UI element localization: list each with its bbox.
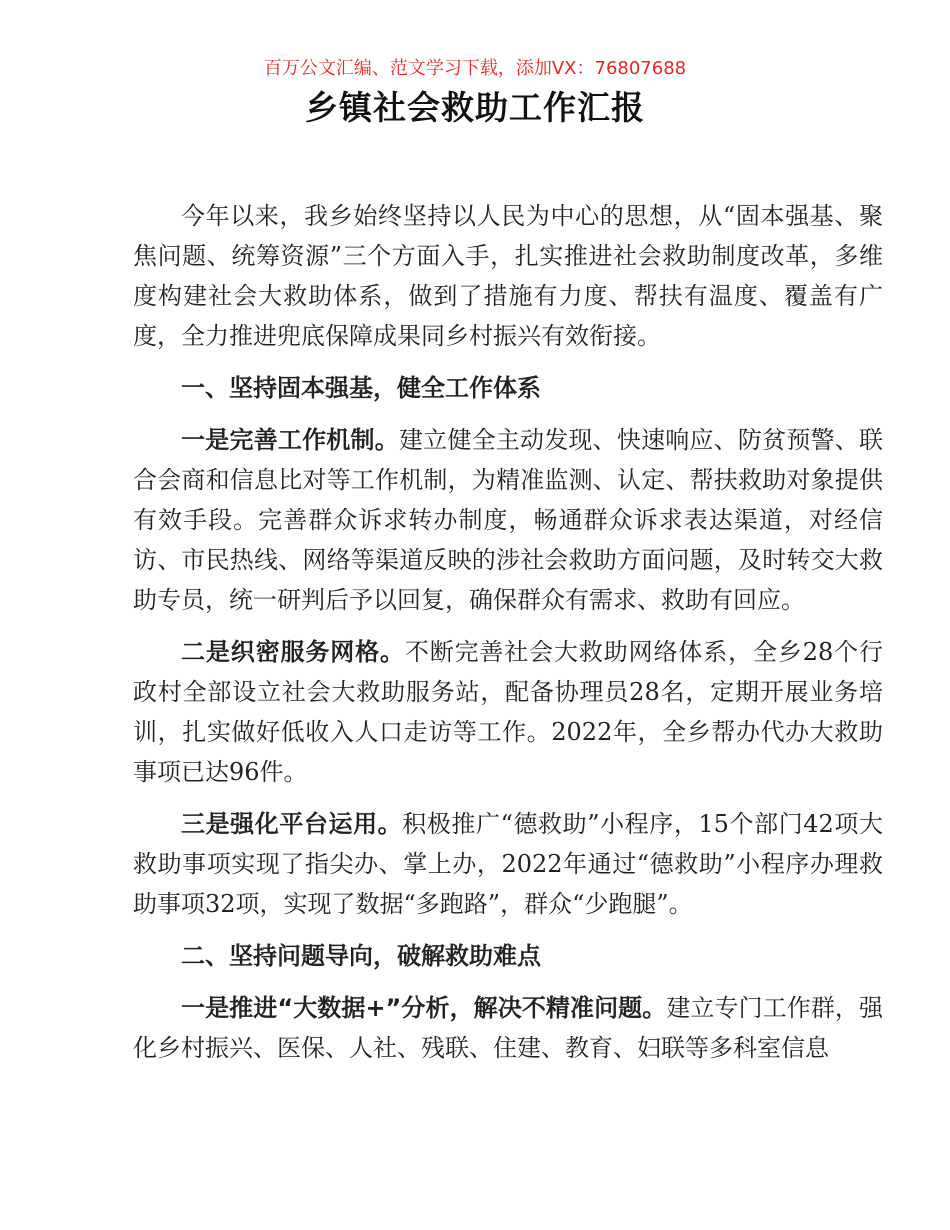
document-title: 乡镇社会救助工作汇报 [305, 88, 645, 127]
paragraph-lead: 三是强化平台运用。 [181, 810, 403, 838]
document-body [133, 196, 883, 1080]
paragraph-text: 不断完善社会大救助网络体系，全乡28个行政村全部设立社会大救助服务站，配备协理员28名，定期开展业务培训，扎实做好低收入人口走访等工作。2022年，全乡帮办代办大救助事项已达96件。 [133, 638, 884, 786]
paragraph [133, 988, 883, 1068]
promo-banner: 百万公文汇编、范文学习下载，添加VX：76807688 [263, 58, 687, 79]
paragraph-text: 建立健全主动发现、快速响应、防贫预警、联合会商和信息比对等工作机制，为精准监测、认定、帮扶救助对象提供有效手段。完善群众诉求转办制度，畅通群众诉求表达渠道，对经信访、市民热线、网络等渠道反映的涉社会救助方面问题，及时转交大救助专员，统一研判后予以回复，确保群众有需求、救助有回应。 [133, 426, 884, 614]
paragraph [133, 420, 883, 620]
intro-paragraph: 今年以来，我乡始终坚持以人民为中心的思想，从“固本强基、聚焦问题、统筹资源”三个方面入手，扎实推进社会救助制度改革，多维度构建社会大救助体系，做到了措施有力度、帮扶有温度、覆盖有广度，全力推进兜底保障成果同乡村振兴有效衔接。 [133, 202, 883, 350]
section-heading: 一、坚持固本强基，健全工作体系 [181, 374, 541, 402]
paragraph-lead: 一是推进“大数据+”分析，解决不精准问题。 [181, 994, 667, 1022]
paragraph [133, 804, 883, 924]
paragraph-text: 建立专门工作群，强化乡村振兴、医保、人社、残联、住建、教育、妇联等多科室信息 [133, 994, 884, 1062]
paragraph [133, 632, 883, 792]
section-heading: 二、坚持问题导向，破解救助难点 [181, 942, 541, 970]
paragraph-lead: 二是织密服务网格。 [181, 638, 405, 666]
paragraph-lead: 一是完善工作机制。 [181, 426, 399, 454]
paragraph-text: 积极推广“德救助”小程序，15个部门42项大救助事项实现了指尖办、掌上办，2022年通过“德救助”小程序办理救助事项32项，实现了数据“多跑路”，群众“少跑腿”。 [133, 810, 883, 918]
